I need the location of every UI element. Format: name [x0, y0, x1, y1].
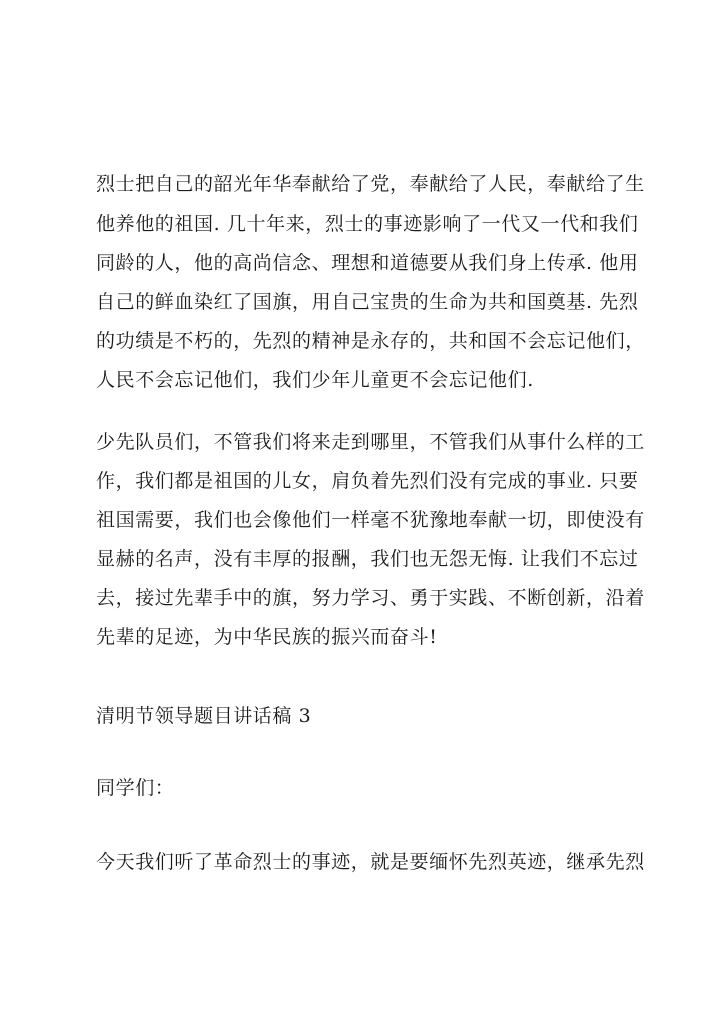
paragraph-line: 烈士把自己的韶光年华奉献给了党，奉献给了人民，奉献给了生	[96, 173, 645, 195]
paragraph-line: 作，我们都是祖国的儿女，肩负着先烈们没有完成的事业. 只要	[96, 470, 639, 492]
section-heading: 清明节领导题目讲话稿 3	[96, 705, 312, 727]
paragraph-line: 显赫的名声，没有丰厚的报酬，我们也无怨无悔. 让我们不忘过	[96, 548, 639, 570]
paragraph-line: 少先队员们，不管我们将来走到哪里，不管我们从事什么样的工	[96, 431, 645, 453]
paragraph-line: 去，接过先辈手中的旗，努力学习、勇于实践、不断创新，沿着	[96, 587, 645, 609]
paragraph-line: 自己的鲜血染红了国旗，用自己宝贵的生命为共和国奠基. 先烈	[96, 291, 639, 313]
paragraph-line: 的功绩是不朽的，先烈的精神是永存的，共和国不会忘记他们，	[96, 330, 645, 352]
salutation: 同学们：	[96, 777, 175, 799]
paragraph-line: 祖国需要，我们也会像他们一样毫不犹豫地奉献一切，即使没有	[96, 509, 645, 531]
paragraph-line: 先辈的足迹，为中华民族的振兴而奋斗!	[96, 626, 438, 648]
paragraph-line: 他养他的祖国. 几十年来，烈士的事迹影响了一代又一代和我们	[96, 213, 639, 235]
paragraph-line: 今天我们听了革命烈士的事迹，就是要缅怀先烈英迹，继承先烈	[96, 851, 645, 873]
paragraph-line: 人民不会忘记他们，我们少年儿童更不会忘记他们.	[96, 369, 534, 391]
paragraph-line: 同龄的人，他的高尚信念、理想和道德要从我们身上传承. 他用	[96, 252, 639, 274]
